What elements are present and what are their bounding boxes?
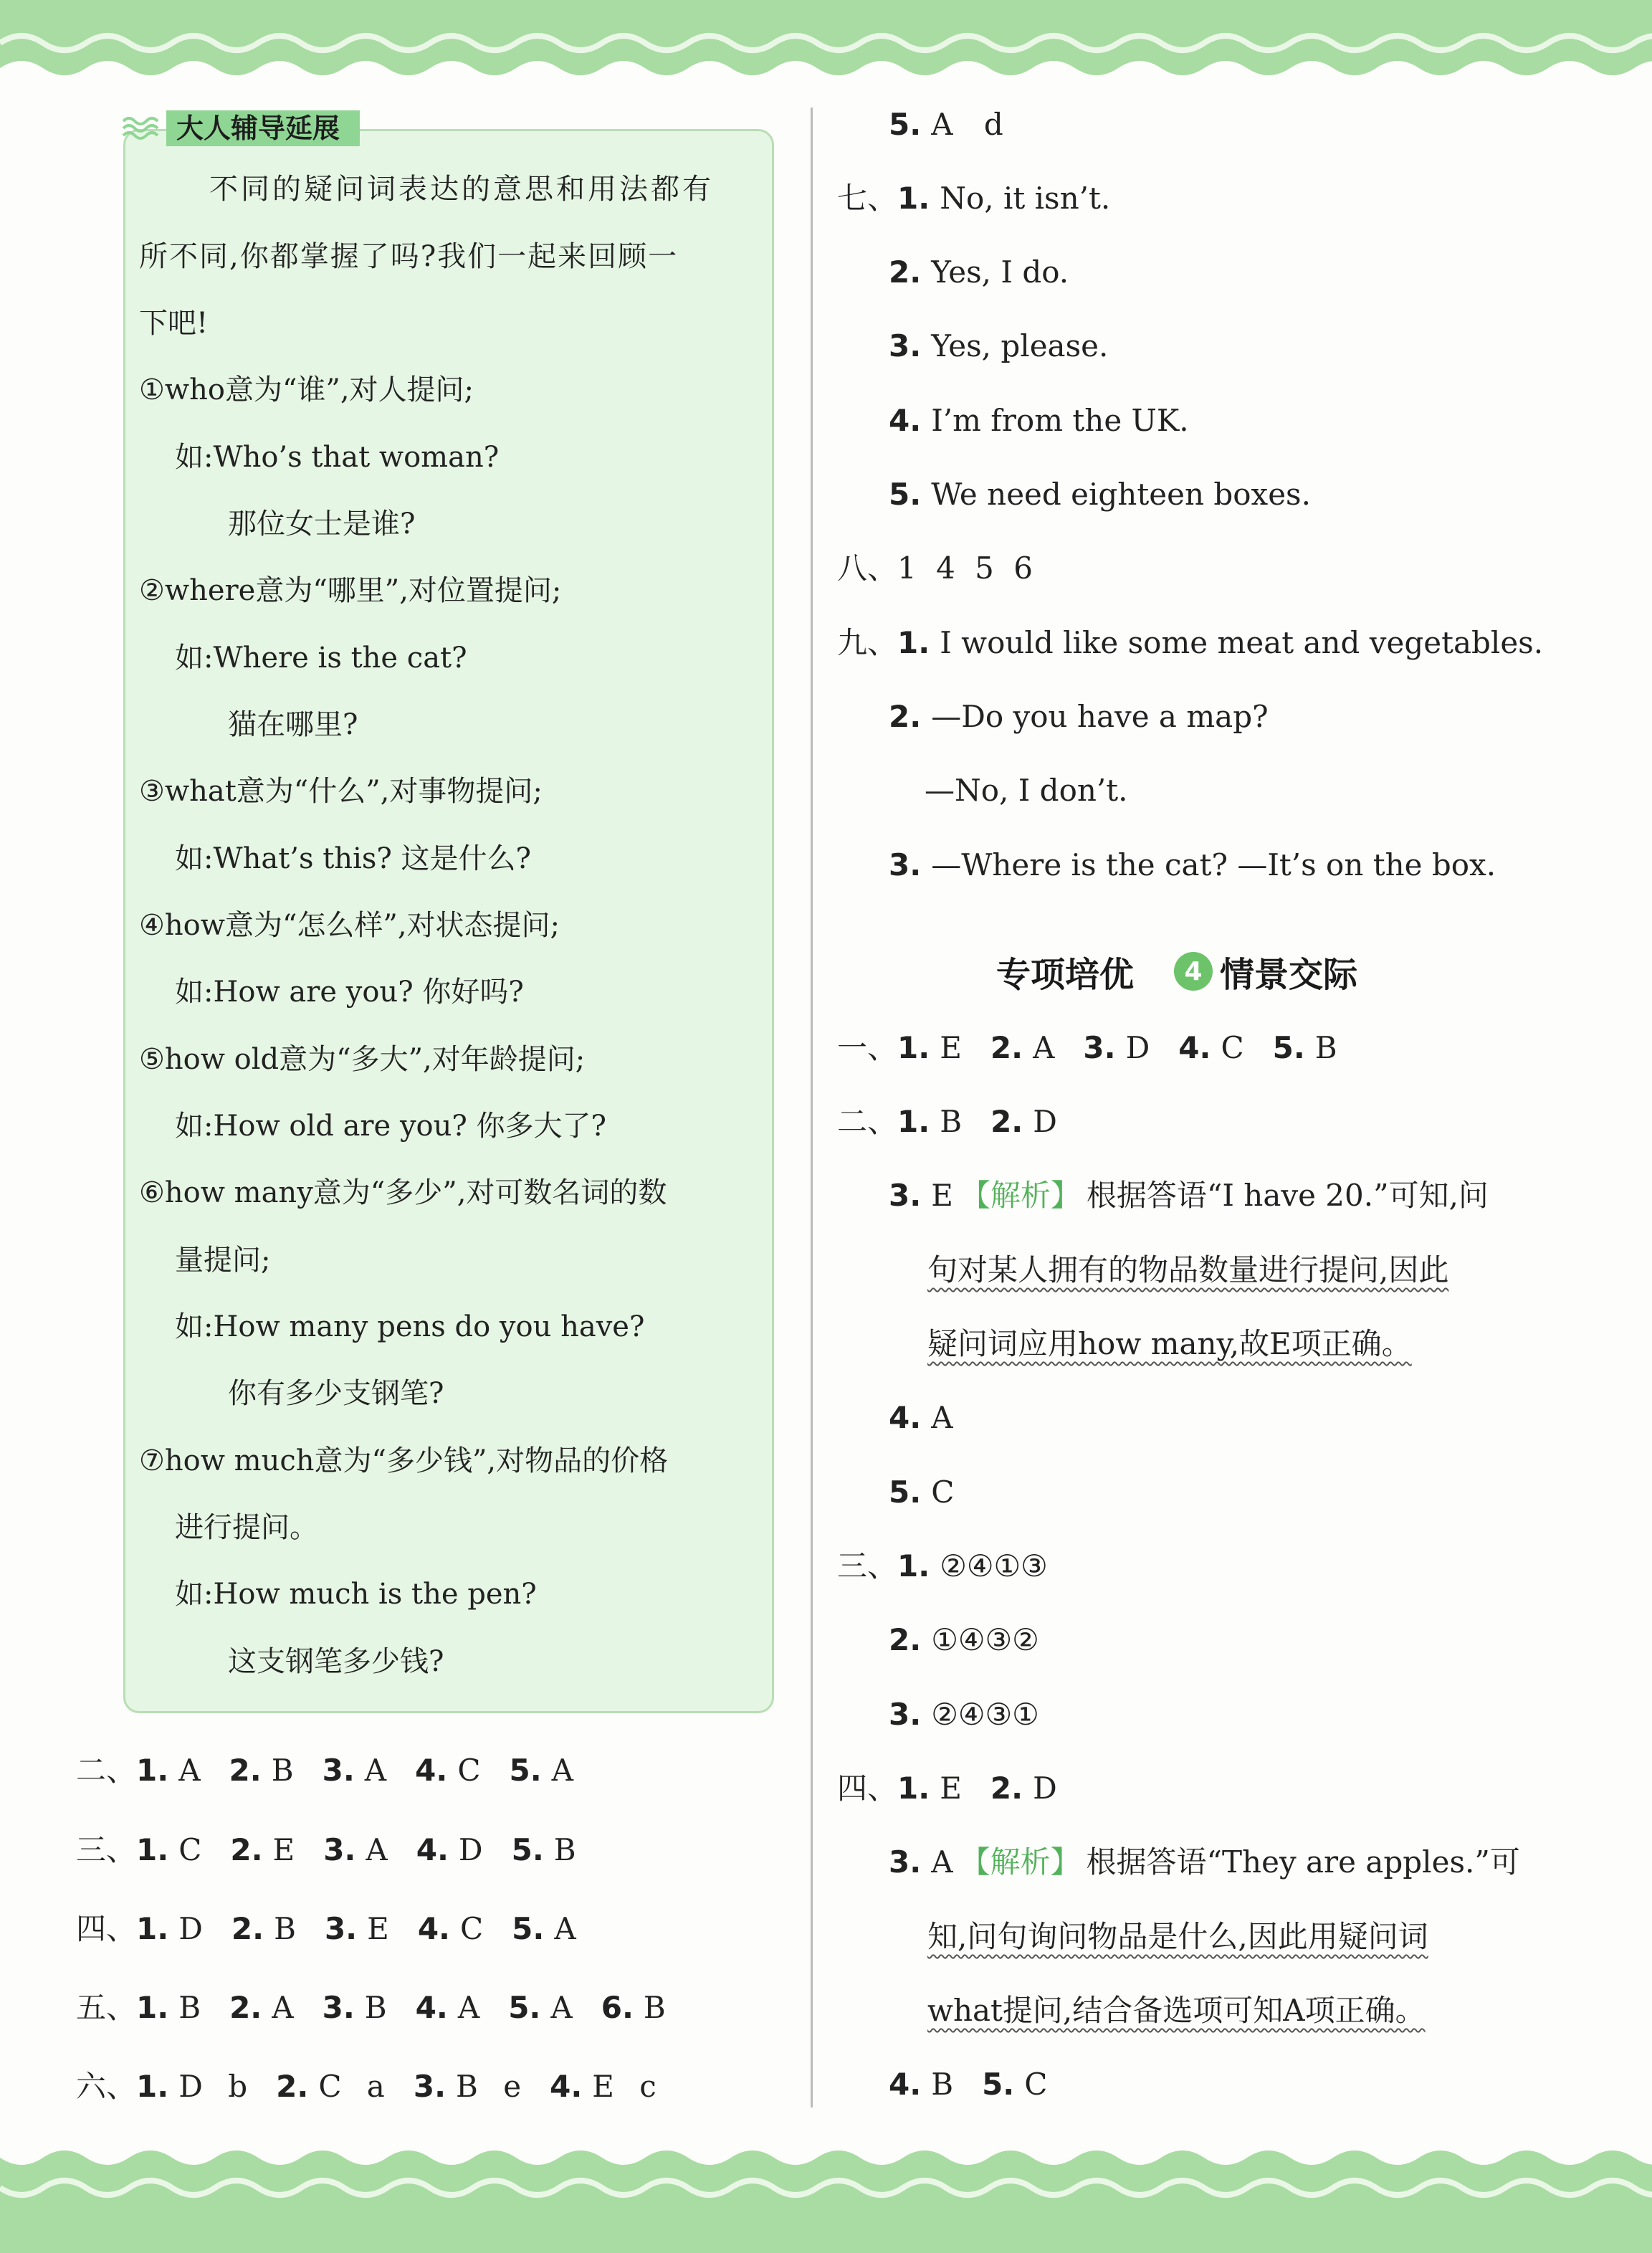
- answer-row: 五、 1. B 2. A 3. B 4. A 5. A 6. B: [76, 1990, 666, 2025]
- answer-row: 5. C: [889, 1475, 955, 1510]
- tip-line: 如:How old are you? 你多大了?: [175, 1110, 606, 1143]
- analysis-tag: 【解析】: [960, 1178, 1081, 1213]
- column-divider: [811, 108, 813, 2107]
- answer-row: 3. ②④③①: [889, 1697, 1039, 1732]
- tip-line: 下吧!: [139, 307, 209, 340]
- tip-line: 如:How are you? 你好吗?: [175, 976, 524, 1009]
- answer-row: —No, I don’t.: [925, 773, 1128, 808]
- tip-line: 量提问;: [175, 1244, 271, 1277]
- tip-line: 你有多少支钢笔?: [228, 1377, 444, 1410]
- tip-line: ①who意为“谁”,对人提问;: [139, 373, 474, 406]
- answer-row: 5. We need eighteen boxes.: [889, 477, 1311, 512]
- analysis-tag: 【解析】: [960, 1844, 1081, 1880]
- tip-line: 所不同,你都掌握了吗?我们一起来回顾一: [139, 240, 679, 273]
- answer-row: 三、 1. ②④①③: [837, 1548, 1048, 1583]
- answer-row: 疑问词应用how many,故E项正确。: [927, 1326, 1412, 1361]
- top-wave-band: [0, 0, 1652, 79]
- answer-row: 4. I’m from the UK.: [889, 403, 1189, 438]
- tip-line: ④how意为“怎么样”,对状态提问;: [139, 909, 560, 942]
- answer-row: 二、 1. A 2. B 3. A 4. C 5. A: [76, 1753, 573, 1788]
- answer-row: 四、 1. D 2. B 3. E 4. C 5. A: [76, 1911, 576, 1946]
- answer-row: 2. Yes, I do.: [889, 254, 1069, 290]
- tip-line: ③what意为“什么”,对事物提问;: [139, 775, 543, 808]
- section-number-badge: 4: [1174, 952, 1213, 991]
- answer-row: 2. ①④③②: [889, 1622, 1039, 1657]
- answer-row: 知,问句询问物品是什么,因此用疑问词: [927, 1919, 1428, 1954]
- answer-row: 七、 1. No, it isn’t.: [837, 181, 1111, 216]
- answer-row: 句对某人拥有的物品数量进行提问,因此: [927, 1252, 1449, 1287]
- answer-row: 九、 1. I would like some meat and vegetables.: [837, 625, 1544, 660]
- tip-line: 猫在哪里?: [228, 708, 358, 741]
- answer-row: 5. A d: [889, 107, 1003, 142]
- answer-row: 3. Yes, please.: [889, 328, 1109, 363]
- tip-line: 如:Where is the cat?: [175, 642, 467, 675]
- section-title: 专项培优 4 情景交际: [996, 946, 1357, 996]
- answer-row: 3. —Where is the cat? —It’s on the box.: [889, 847, 1496, 882]
- tip-line: 如:How much is the pen?: [175, 1578, 537, 1611]
- answer-row: what提问,结合备选项可知A项正确。: [927, 1993, 1426, 2028]
- tip-line: 那位女士是谁?: [228, 508, 416, 540]
- answer-row: 一、 1. E 2. A 3. D 4. C 5. B: [837, 1030, 1337, 1065]
- answer-row: 3. E 【解析】 根据答语“I have 20.”可知,问: [889, 1174, 1489, 1217]
- answer-row: 2. —Do you have a map?: [889, 699, 1269, 734]
- answer-row: 4. B 5. C: [889, 2067, 1048, 2102]
- tip-line: ⑥how many意为“多少”,对可数名词的数: [139, 1176, 667, 1209]
- tip-line: ⑦how much意为“多少钱”,对物品的价格: [139, 1444, 669, 1477]
- answer-row: 二、 1. B 2. D: [837, 1104, 1057, 1139]
- tip-line: 这支钢笔多少钱?: [228, 1645, 444, 1678]
- tip-line: 如:How many pens do you have?: [175, 1310, 645, 1343]
- tip-line: ②where意为“哪里”,对位置提问;: [139, 574, 562, 607]
- answer-row: 4. A: [889, 1400, 953, 1435]
- tip-title: 大人辅导延展: [166, 110, 360, 146]
- tip-line: 不同的疑问词表达的意思和用法都有: [209, 173, 714, 206]
- answer-row: 3. A 【解析】 根据答语“They are apples.”可: [889, 1841, 1520, 1884]
- wave-lines-icon: [120, 113, 161, 144]
- tip-line: 如:What’s this? 这是什么?: [175, 842, 531, 875]
- answer-row: 六、 1. D b 2. C a 3. B e 4. E c: [76, 2069, 656, 2104]
- tip-line: 进行提问。: [175, 1511, 318, 1544]
- tip-line: 如:Who’s that woman?: [175, 441, 500, 474]
- bottom-wave-band: [0, 2143, 1652, 2253]
- answer-row: 四、 1. E 2. D: [837, 1771, 1057, 1806]
- tip-line: ⑤how old意为“多大”,对年龄提问;: [139, 1043, 586, 1076]
- answer-row: 三、 1. C 2. E 3. A 4. D 5. B: [76, 1832, 576, 1867]
- tip-title-bar: [120, 108, 360, 149]
- answer-row: 八、1 4 5 6: [837, 551, 1033, 586]
